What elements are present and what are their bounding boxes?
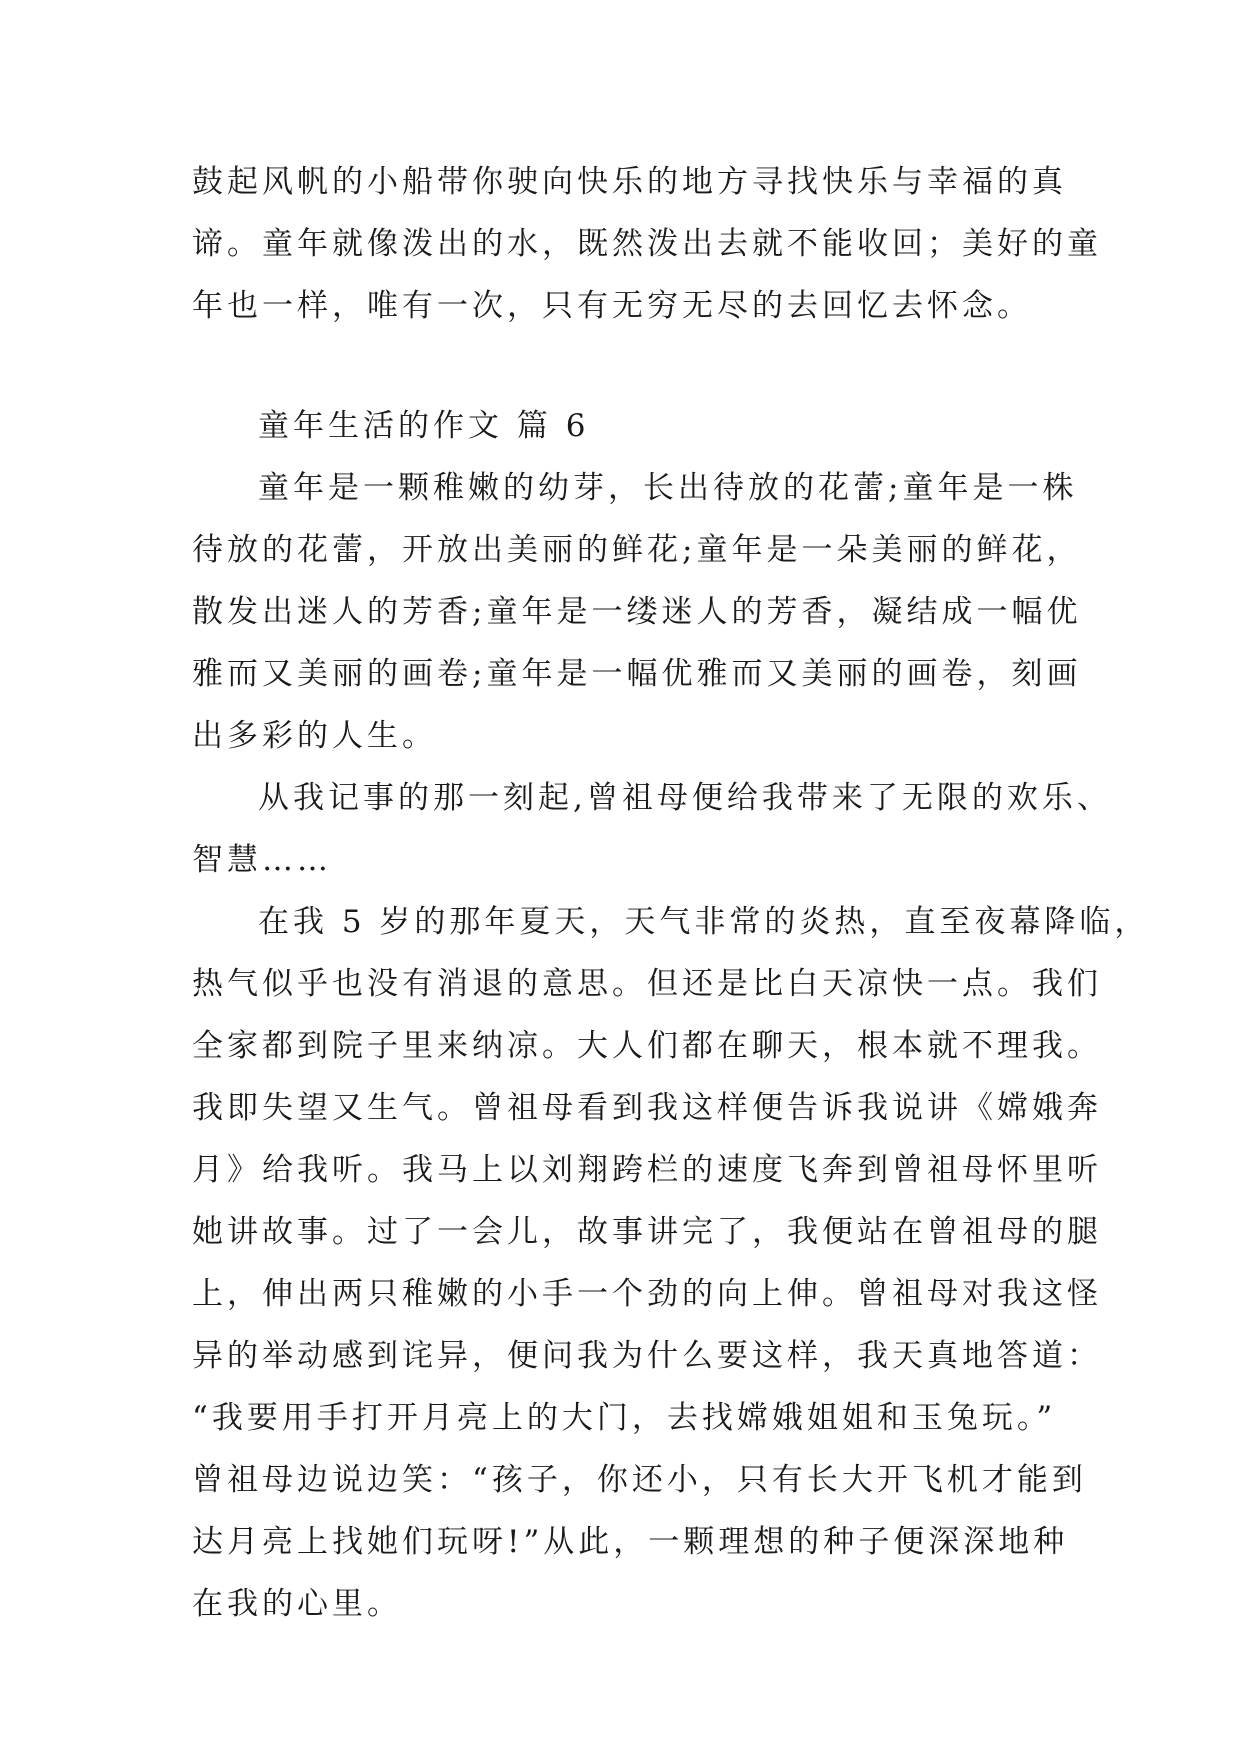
paragraph-line: 曾祖母边说边笑：“孩子，你还小，只有长大开飞机才能到: [192, 1462, 1087, 1498]
paragraph-line: 在我的心里。: [192, 1586, 402, 1622]
paragraph-line: 从我记事的那一刻起,曾祖母便给我带来了无限的欢乐、: [258, 780, 1112, 816]
paragraph-line: 鼓起风帆的小船带你驶向快乐的地方寻找快乐与幸福的真: [192, 164, 1067, 200]
paragraph-line: 待放的花蕾，开放出美丽的鲜花;童年是一朵美丽的鲜花，: [192, 532, 1082, 568]
paragraph-line: 在我 5 岁的那年夏天，天气非常的炎热，直至夜幕降临，: [258, 904, 1150, 940]
paragraph-line: 热气似乎也没有消退的意思。但还是比白天凉快一点。我们: [192, 966, 1102, 1002]
paragraph-line: 童年是一颗稚嫩的幼芽，长出待放的花蕾;童年是一株: [258, 470, 1078, 506]
paragraph-line: 月》给我听。我马上以刘翔跨栏的速度飞奔到曾祖母怀里听: [192, 1152, 1102, 1188]
paragraph-line: 出多彩的人生。: [192, 718, 437, 754]
paragraph-line: 雅而又美丽的画卷;童年是一幅优雅而又美丽的画卷，刻画: [192, 656, 1082, 692]
paragraph-line: 全家都到院子里来纳凉。大人们都在聊天，根本就不理我。: [192, 1028, 1102, 1064]
paragraph-line: 年也一样，唯有一次，只有无穷无尽的去回忆去怀念。: [192, 288, 1032, 324]
paragraph-line: “我要用手打开月亮上的大门，去找嫦娥姐姐和玉兔玩。”: [192, 1400, 1057, 1436]
paragraph-line: 散发出迷人的芳香;童年是一缕迷人的芳香，凝结成一幅优: [192, 594, 1082, 630]
paragraph-line: 达月亮上找她们玩呀!”从此，一颗理想的种子便深深地种: [192, 1524, 1069, 1560]
paragraph-line: 异的举动感到诧异，便问我为什么要这样，我天真地答道：: [192, 1338, 1102, 1374]
paragraph-line: 上，伸出两只稚嫩的小手一个劲的向上伸。曾祖母对我这怪: [192, 1276, 1102, 1312]
paragraph-line: 谛。童年就像泼出的水，既然泼出去就不能收回；美好的童: [192, 226, 1102, 262]
paragraph-line: 她讲故事。过了一会儿，故事讲完了，我便站在曾祖母的腿: [192, 1214, 1102, 1250]
paragraph-line: 我即失望又生气。曾祖母看到我这样便告诉我说讲《嫦娥奔: [192, 1090, 1102, 1126]
paragraph-line: 智慧……: [192, 842, 332, 878]
section-heading: 童年生活的作文 篇 6: [258, 408, 590, 444]
